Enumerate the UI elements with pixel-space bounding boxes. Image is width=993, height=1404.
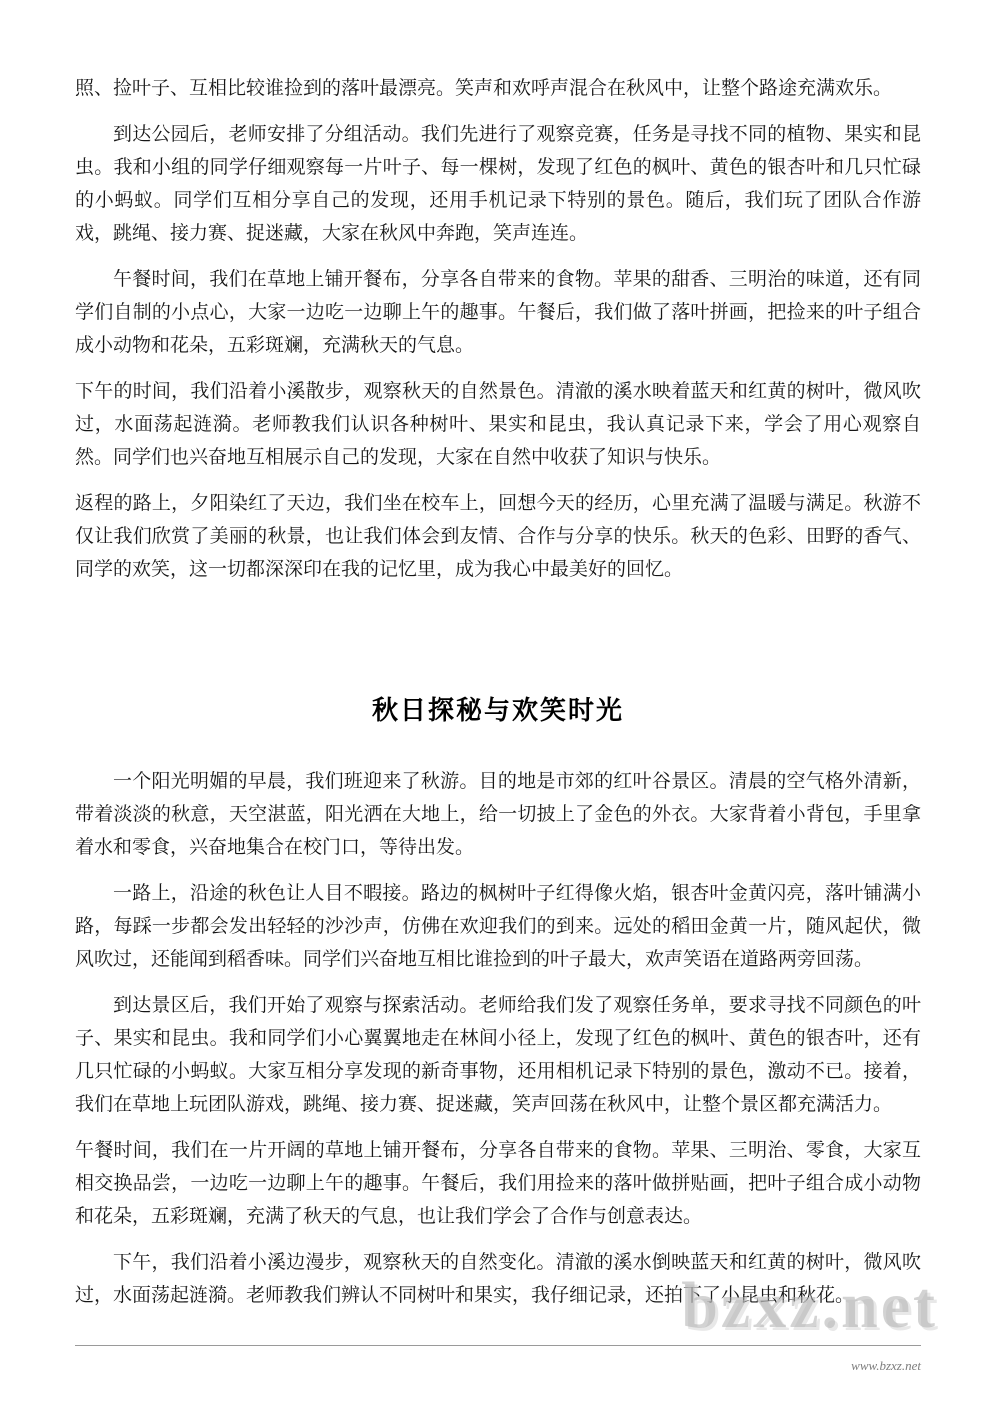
document-content (75, 72, 921, 1325)
footer-url: www.bzxz.net (851, 1358, 921, 1373)
essay-title: 秋日探秘与欢笑时光 (371, 696, 624, 725)
watermark: bzxz.net (681, 1269, 938, 1342)
paragraph: 午餐时间，我们在一片开阔的草地上铺开餐布，分享各自带来的食物。苹果、三明治、零食，大家互相交换品尝，一边吃一边聊上午的趣事。午餐后，我们用捡来的落叶做拼贴画，把叶子组合成小动物和花朵，五彩斑斓，充满了秋天的气息，也让我们学会了合作与创意表达。 (75, 1140, 921, 1227)
paragraph: 午餐时间，我们在草地上铺开餐布，分享各自带来的食物。苹果的甜香、三明治的味道，还有同学们自制的小点心，大家一边吃一边聊上午的趣事。午餐后，我们做了落叶拼画，把捡来的叶子组合成小动物和花朵，五彩斑斓，充满秋天的气息。 (75, 269, 921, 356)
paragraph: 下午，我们沿着小溪边漫步，观察秋天的自然变化。清澈的溪水倒映蓝天和红黄的树叶，微风吹过，水面荡起涟漪。老师教我们辨认不同树叶和果实，我仔细记录，还拍下了小昆虫和秋花。 (75, 1252, 921, 1306)
paragraph: 到达公园后，老师安排了分组活动。我们先进行了观察竞赛，任务是寻找不同的植物、果实和昆虫。我和小组的同学仔细观察每一片叶子、每一棵树，发现了红色的枫叶、黄色的银杏叶和几只忙碌的小蚂蚁。同学们互相分享自己的发现，还用手机记录下特别的景色。随后，我们玩了团队合作游戏，跳绳、接力赛、捉迷藏，大家在秋风中奔跑，笑声连连。 (75, 124, 921, 244)
paragraph: 一路上，沿途的秋色让人目不暇接。路边的枫树叶子红得像火焰，银杏叶金黄闪亮，落叶铺满小路，每踩一步都会发出轻轻的沙沙声，仿佛在欢迎我们的到来。远处的稻田金黄一片，随风起伏，微风吹过，还能闻到稻香味。同学们兴奋地互相比谁捡到的叶子最大，欢声笑语在道路两旁回荡。 (75, 883, 921, 970)
paragraph: 照、捡叶子、互相比较谁捡到的落叶最漂亮。笑声和欢呼声混合在秋风中，让整个路途充满欢乐。 (75, 78, 893, 99)
paragraph: 返程的路上，夕阳染红了天边，我们坐在校车上，回想今天的经历，心里充满了温暖与满足。秋游不仅让我们欣赏了美丽的秋景，也让我们体会到友情、合作与分享的快乐。秋天的色彩、田野的香气、同学的欢笑，这一切都深深印在我的记忆里，成为我心中最美好的回忆。 (75, 493, 921, 580)
paragraph: 下午的时间，我们沿着小溪散步，观察秋天的自然景色。清澈的溪水映着蓝天和红黄的树叶，微风吹过，水面荡起涟漪。老师教我们认识各种树叶、果实和昆虫，我认真记录下来，学会了用心观察自然。同学们也兴奋地互相展示自己的发现，大家在自然中收获了知识与快乐。 (75, 381, 921, 468)
paragraph: 到达景区后，我们开始了观察与探索活动。老师给我们发了观察任务单，要求寻找不同颜色的叶子、果实和昆虫。我和同学们小心翼翼地走在林间小径上，发现了红色的枫叶、黄色的银杏叶，还有几只忙碌的小蚂蚁。大家互相分享发现的新奇事物，还用相机记录下特别的景色，激动不已。接着，我们在草地上玩团队游戏，跳绳、接力赛、捉迷藏，笑声回荡在秋风中，让整个景区都充满活力。 (75, 995, 921, 1115)
footer-divider (75, 1345, 921, 1346)
paragraph: 一个阳光明媚的早晨，我们班迎来了秋游。目的地是市郊的红叶谷景区。清晨的空气格外清新，带着淡淡的秋意，天空湛蓝，阳光洒在大地上，给一切披上了金色的外衣。大家背着小背包，手里拿着水和零食，兴奋地集合在校门口，等待出发。 (75, 771, 921, 858)
